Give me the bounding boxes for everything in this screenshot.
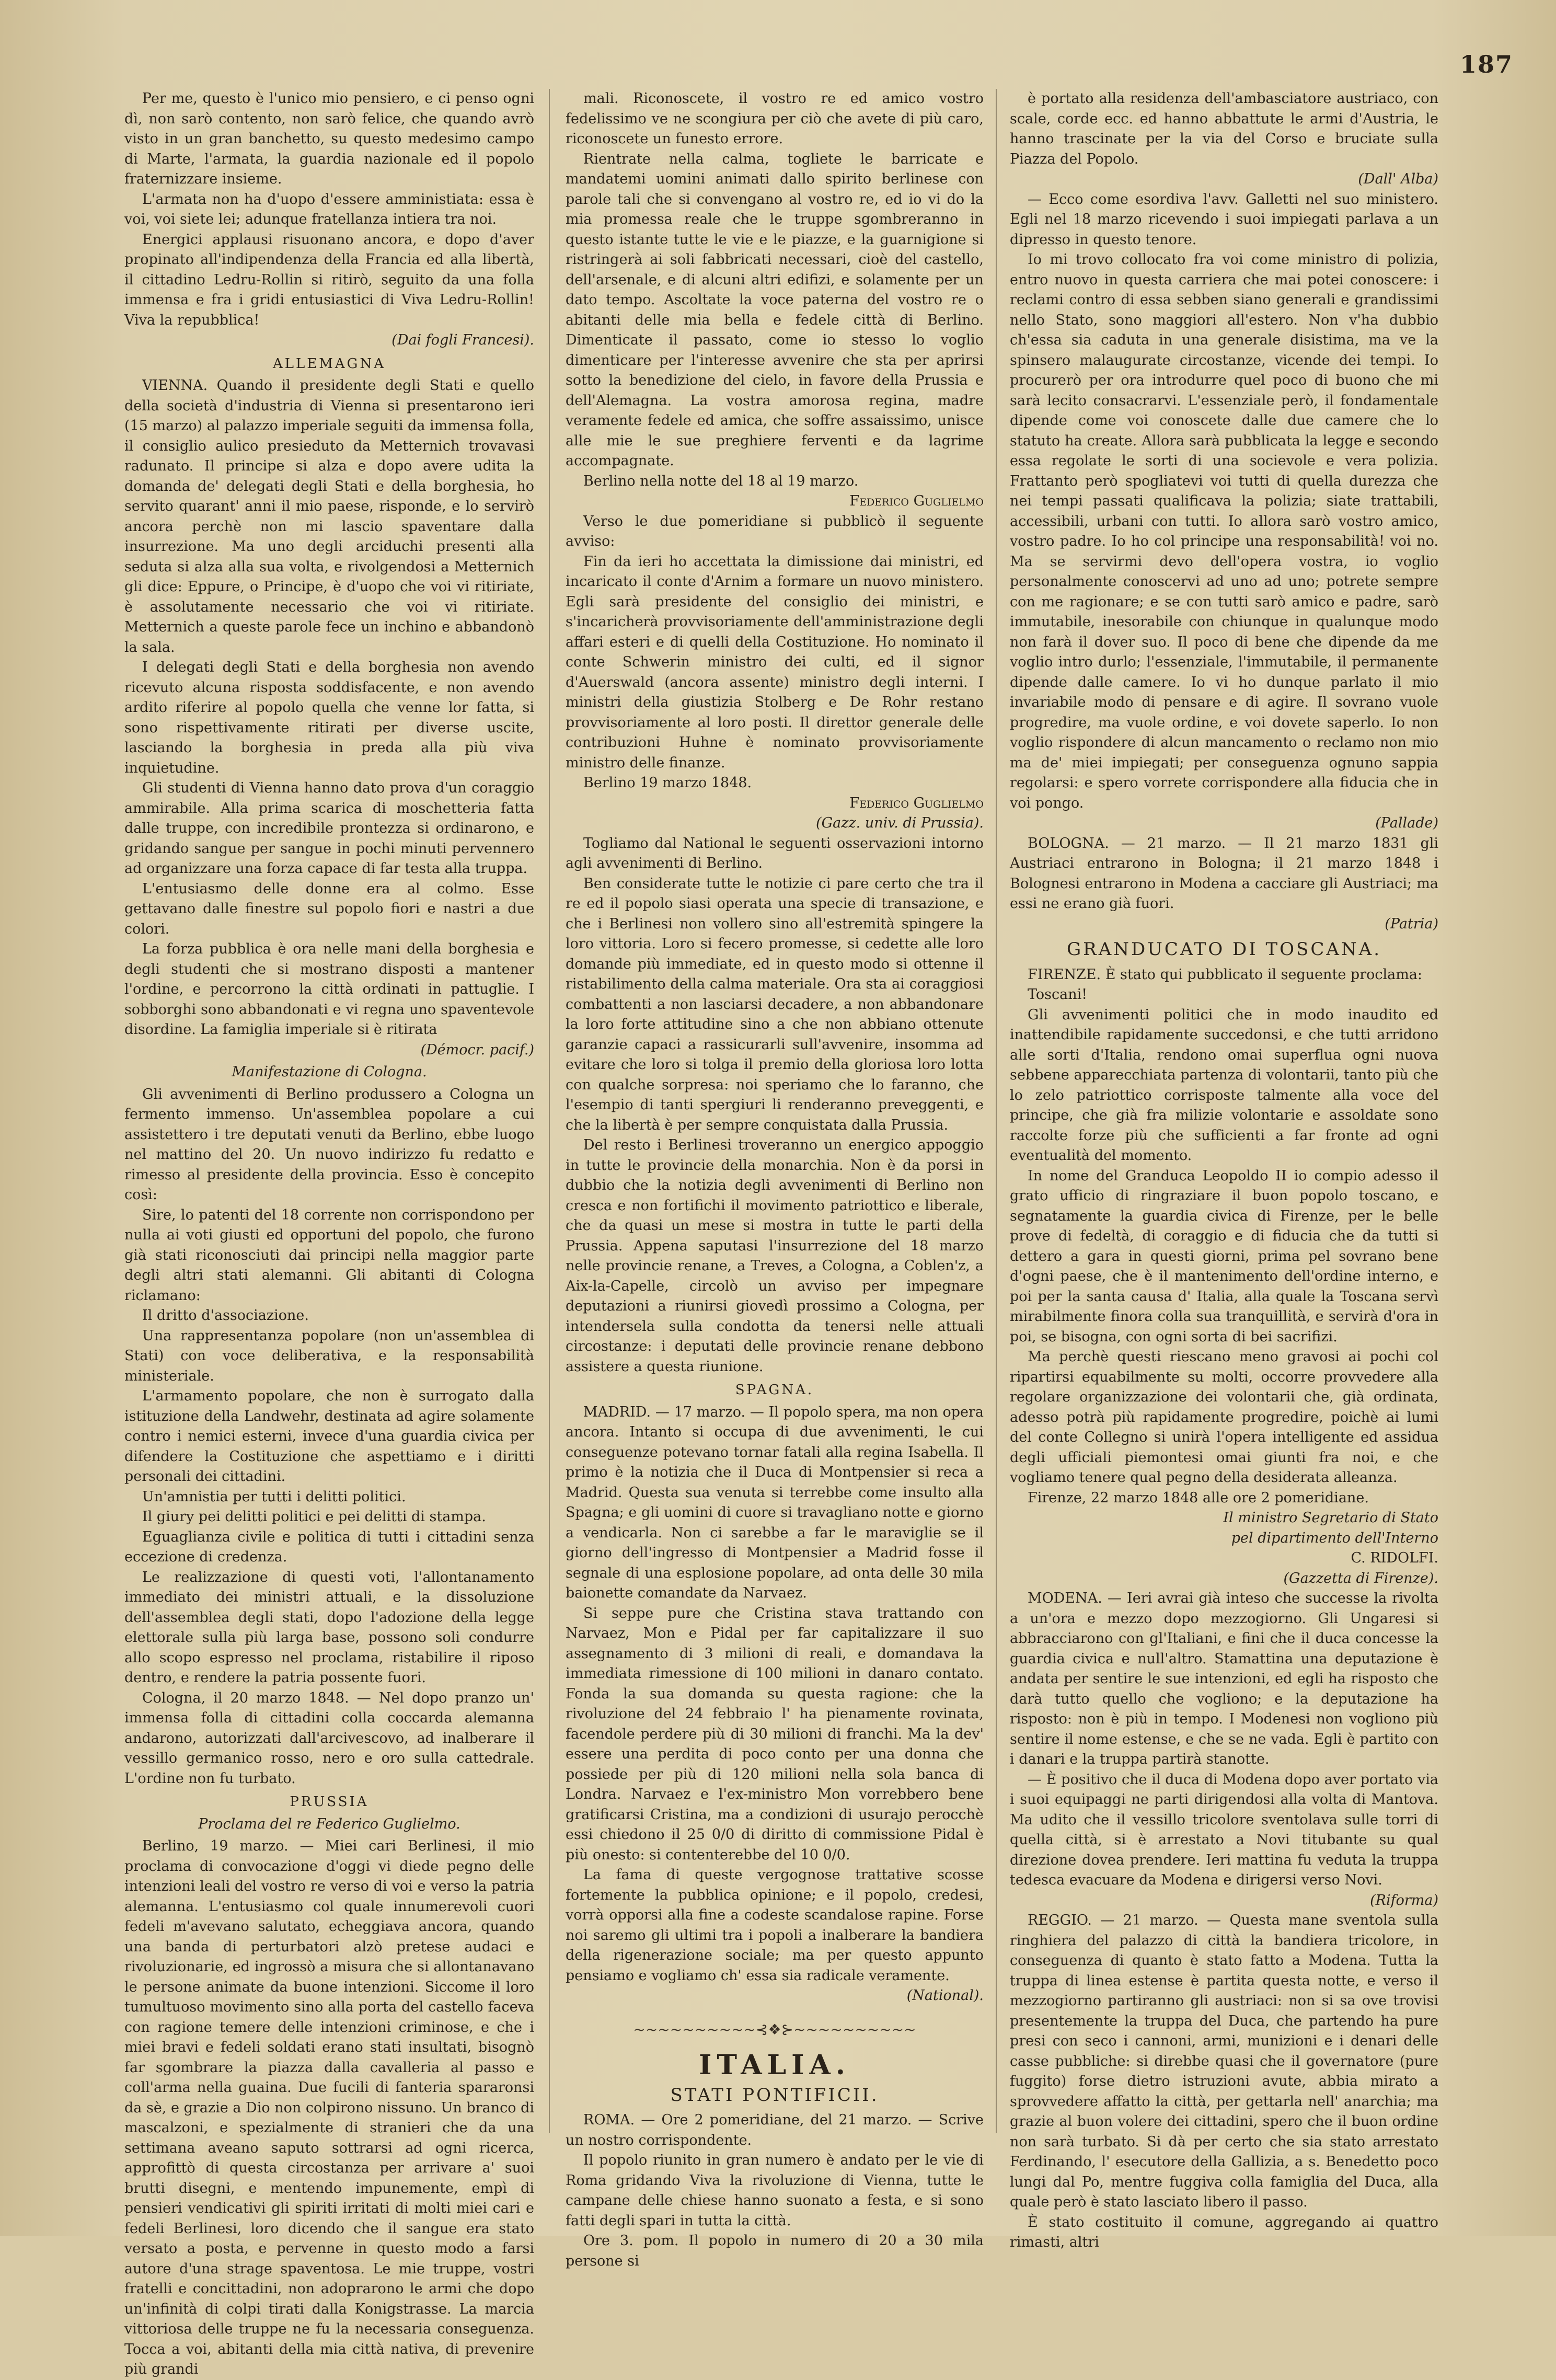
paragraph: Le realizzazione di questi voti, l'allontanamento immediato dei ministri attuali, e la dissoluzione dell'assemblea degli stati, dopo l'adozione della legge elettorale sulla più larga base, possono soli condurre allo scopo espresso nel proclama, ristabilire il riposo dentro, e rendere la patria possente fuori. bbox=[124, 1569, 534, 1686]
paragraph: Una rappresentanza popolare (non un'assemblea di Stati) con voce deliberativa, e la responsabilità ministeriale. bbox=[124, 1327, 534, 1384]
paragraph: è portato alla residenza dell'ambasciatore austriaco, con scale, corde ecc. ed hanno abbattute le armi d'Austria, le hanno trascinate per la via del Corso e bruciate sulla Piazza del Popolo. bbox=[1010, 90, 1438, 167]
paragraph: Per me, questo è l'unico mio pensiero, e ci penso ogni dì, non sarò contento, non sarò felice, che quando avrò visto in un gran banchetto, su questo medesimo campo di Marte, l'armata, la guardia nazionale ed il popolo fraternizzare insieme. bbox=[124, 90, 534, 187]
paragraph: Si seppe pure che Cristina stava trattando con Narvaez, Mon e Pidal per far capitalizzare il suo assegnamento di 3 milioni di reali, e domandava la immediata rimessione di 100 milioni in danaro contato. Fonda la sua domanda su questa ragione: che la rivoluzione del 24 febbraio l' ha pienamente rovinata, facendole perdere più di 30 milioni di franchi. Ma la dev' essere una perdita di poco conto per una donna che possiede per più di 120 milioni nella sola banca di Londra. Narvaez e l'ex-ministro Mon vorrebbero bene gratificarsi Cristina, ma a condizioni di usurajo perocchè essi chiedono il 25 0/0 di diritto di commissione Pidal è più onesto: si contenterebbe del 10 0/0. bbox=[566, 1605, 984, 1863]
paragraph: I delegati degli Stati e della borghesia non avendo ricevuto alcuna risposta soddisfacente, e non avendo ardito riferire al popolo quella che venne lor fatta, si sono rispettivamente ritirati per diverse uscite, lasciando la borghesia in preda alla più viva inquietudine. bbox=[124, 659, 534, 776]
paragraph: FIRENZE. È stato qui pubblicato il seguente proclama: bbox=[1028, 966, 1423, 983]
section-heading-spagna: SPAGNA. bbox=[735, 1382, 814, 1398]
paragraph: L'entusiasmo delle donne era al colmo. Esse gettavano dalle finestre sul popolo fiori e nastri a due colori. bbox=[124, 880, 534, 937]
paragraph: Verso le due pomeridiane si pubblicò il seguente avviso: bbox=[566, 513, 984, 549]
paragraph: Un'amnistia per tutti i delitti politici. bbox=[142, 1488, 406, 1505]
paragraph: La forza pubblica è ora nelle mani della borghesia e degli studenti che si mostrano disposti a mantener l'ordine, e percorrono la città ordinati in pattuglie. I sobborghi sono abbandonati e vi regna uno spaventevole disordine. La famiglia imperiale si è ritirata bbox=[124, 941, 534, 1038]
source-citation: (Dai fogli Francesi). bbox=[391, 332, 534, 348]
paragraph: — È positivo che il duca di Modena dopo aver portato via i suoi equipaggi ne parti dirigendosi alla volta di Mantova. Ma udito che il vessillo tricolore sventolava sulle torri di quella città, si è arrestato a Novi titubante su qual direzione dovea prendere. Ieri mattina fu veduta la truppa tedesca evacuare da Modena e dirigersi verso Novi. bbox=[1010, 1771, 1438, 1888]
source-citation: (Démocr. pacif.) bbox=[420, 1041, 534, 1058]
subheading-colonia: Manifestazione di Cologna. bbox=[232, 1064, 427, 1080]
paragraph: Sire, lo patenti del 18 corrente non corrispondono per nulla ai voti giusti ed opportuni del popolo, che furono già stati riconosciuti dai principi nella maggior parte degli altri stati alemanni. Gli abitanti di Cologna riclamano: bbox=[124, 1206, 534, 1304]
paragraph: MADRID. — 17 marzo. — Il popolo spera, ma non opera ancora. Intanto si occupa di due avvenimenti, le cui conseguenze potevano tornar fatali alla regina Isabella. Il primo è la notizia che il Duca di Montpensier si reca a Madrid. Questa sua venuta si terrebbe come insulto alla Spagna; e gli uomini di cuore si travagliano notte e giorno a vendicarla. Non ci sarebbe a far le maraviglie se il giorno dell'ingresso di Montpensier a Madrid fosse il segnale di una esplosione popolare, ad onta delle 30 mila baionette comandate da Narvaez. bbox=[566, 1404, 984, 1601]
subheading-proclama: Proclama del re Federico Guglielmo. bbox=[198, 1815, 460, 1832]
paragraph: Togliamo dal National le seguenti osservazioni intorno agli avvenimenti di Berlino. bbox=[566, 835, 984, 871]
paragraph: Del resto i Berlinesi troveranno un energico appoggio in tutte le provincie della monarchia. Non è da porsi in dubbio che la notizia degli avvenimenti di Berlino non cresca e non fortifichi il movimento patriottico e liberale, che da quasi un mese si mostra in tutte le parti della Prussia. Appena saputasi l'insurrezione del 18 marzo nelle provincie renane, a Treves, a Cologna, a Coblen'z, a Aix-la-Capelle, circolò un avviso per impegnare deputazioni a riunirsi giovedì prossimo a Cologna, per intendersela sulla condotta da tenersi nelle attuali circostanze: i deputati delle provincie renane debbono assistere a questa riunione. bbox=[566, 1137, 984, 1375]
paragraph: Berlino nella notte del 18 al 19 marzo. bbox=[583, 473, 859, 489]
signature: C. RIDOLFI. bbox=[1351, 1550, 1438, 1566]
paragraph: La fama di queste vergognose trattative scosse fortemente la pubblica opinione; e il popolo, credesi, vorrà opporsi alla fine a codeste scandalose rapine. Forse noi saremo gli ultimi tra i popoli a inalberare la bandiera della rigenerazione sociale; ma per questo appunto pensiamo e vogliamo ch' essa sia radicale veramente. bbox=[566, 1867, 984, 1984]
paragraph: Firenze, 22 marzo 1848 alle ore 2 pomeridiane. bbox=[1028, 1489, 1369, 1506]
paragraph: Berlino 19 marzo 1848. bbox=[583, 775, 752, 791]
signature-line: pel dipartimento dell'Interno bbox=[1231, 1530, 1438, 1546]
paragraph: ROMA. — Ore 2 pomeridiane, del 21 marzo. — Scrive un nostro corrispondente. bbox=[566, 2112, 984, 2148]
paragraph: mali. Riconoscete, il vostro re ed amico vostro fedelissimo ve ne scongiura per ciò che avete di più caro, riconoscete un funesto errore. bbox=[566, 90, 984, 147]
paragraph: Io mi trovo collocato fra voi come ministro di polizia, entro nuovo in questa carriera che mai potei conoscere: i reclami contro di essa sebben siano generali e grandissimi nello Stato, sono maggiori all'estero. Non v'ha dubbio ch'essa sia caduta in una generale disistima, ma ve la spinsero malaugurate circostanze, vicende dei tempi. Io procurerò per ora introdurre quel poco di buono che mi sarà lecito consacrarvi. L'essenziale però, il fondamentale dipende come voi conoscete dalle due camere che lo statuto ha create. Allora sarà pubblicata la legge e secondo essa regolate le sorti di una socievole e vera polizia. Frattanto però spogliatevi voi tutti di quella durezza che nei tempi passati qualificava la polizia; siate trattabili, accessibili, urbani con tutti. Io allora sarò vostro amico, vostro padre. Io ho col principe una responsabilità! voi no. Ma se servirmi devo dell'opera vostra, io voglio personalmente conoscervi ad uno ad uno; potrete sempre con me ragionare; e se con tutti sarò amico e padre, sarò immutabile, inesorabile con chiunque in qualunque modo non farà il dover suo. Il poco di bene che dipende da me voglio intro durlo; l'essenziale, l'immutabile, il permanente dipende dalle camere. Io vi ho dunque parlato il mio invariabile modo di pensare e di agire. Il sovrano vuole progredire, ma vuole ordine, e voi dovete saperlo. Io non voglio rispondere di alcun mancamento o reclamo non mio ma de' miei impiegati; per conseguenza ognuno sappia regolarsi: e spero vorrete corrispondere alla fiducia che in voi pongo. bbox=[1010, 251, 1438, 811]
paragraph: In nome del Granduca Leopoldo II io compio adesso il grato ufficio di ringraziare il buon popolo toscano, e segnatamente la guardia civica di Firenze, per le belle prove di fedeltà, di coraggio e di fiducia che da tutti si dettero a gara in questi giorni, prima pel sovrano bene d'ogni paese, che è il mantenimento dell'ordine interno, e poi per la santa causa d' Italia, alla quale la Toscana servì mirabilmente finora colla sua tranquillità, e servirà d'ora in poi, se bisogna, con ogni sorta di bei sacrifizi. bbox=[1010, 1167, 1438, 1345]
paragraph: Eguaglianza civile e politica di tutti i cittadini senza eccezione di credenza. bbox=[124, 1528, 534, 1565]
paragraph: L'armata non ha d'uopo d'essere amministiata: essa è voi, voi siete lei; adunque fratellanza intiera tra noi. bbox=[124, 191, 534, 227]
paragraph: Gli avvenimenti di Berlino produssero a Cologna un fermento immenso. Un'assemblea popolare a cui assistettero i tre deputati venuti da Berlino, ebbe luogo nel mattino del 20. Un nuovo indirizzo fu redatto e rimesso al presidente della provincia. Esso è concepito così: bbox=[124, 1086, 534, 1203]
paragraph: Gli avvenimenti politici che in modo inaudito ed inattendibile rapidamente succedonsi, e che tutti arridono alle sorti d'Italia, rendono omai superflua ogni nuova sebbene apparecchiata partenza di volontarii, tanto più che lo zelo patriottico corrisposte talmente alla voce del principe, che già fra milizie volontarie e assoldate sono raccolte forze più che sufficienti a far fronte ad ogni eventualità del momento. bbox=[1010, 1006, 1438, 1164]
paragraph: L'armamento popolare, che non è surrogato dalla istituzione della Landwehr, destinata ad agire solamente contro i nemici esterni, invece d'una guardia civica per difendere la Costituzione che aspettiamo e i diritti personali dei cittadini. bbox=[124, 1388, 534, 1485]
paragraph: — Ecco come esordiva l'avv. Galletti nel suo ministero. Egli nel 18 marzo ricevendo i suoi impiegati parlava a un dipresso in questo tenore. bbox=[1010, 191, 1438, 248]
source-citation: (Riforma) bbox=[1370, 1892, 1438, 1908]
source-citation: (Pallade) bbox=[1375, 815, 1438, 831]
paragraph: Il giury pei delitti politici e pei delitti di stampa. bbox=[142, 1509, 486, 1525]
paragraph: Il popolo riunito in gran numero è andato per le vie di Roma gridando Viva la rivoluzione di Vienna, tutte le campane delle chiese hanno suonato a festa, e si sono fatti degli spari in tutta la città. bbox=[566, 2152, 984, 2229]
paragraph: MODENA. — Ieri avrai già inteso che successe la rivolta a un'ora e mezzo dopo mezzogiorno. Gli Ungaresi si abbracciarono con gl'Italiani, e fini che il duca concesse la guardia civica e null'altro. Stamattina una deputazione è andata per sentire le sue intenzioni, ed egli ha risposto che darà tutto quello che vogliono; e la deputazione ha risposto: non è più in tempo. I Modenesi non vogliono più sentire il nome estense, e che se ne vada. Egli è partito con i danari e la truppa partirà stanotte. bbox=[1010, 1590, 1438, 1767]
column-middle bbox=[566, 89, 984, 2269]
column-rule-right bbox=[996, 89, 997, 2133]
paragraph: BOLOGNA. — 21 marzo. — Il 21 marzo 1831 gli Austriaci entrarono in Bologna; il 21 marzo 1848 i Bolognesi entrarono in Modena a cacciare gli Austriaci; ma essi ne erano già fuori. bbox=[1010, 835, 1438, 912]
paragraph: Cologna, il 20 marzo 1848. — Nel dopo pranzo un' immensa folla di cittadini colla coccarda alemanna andarono, autorizzati dall'arcivescovo, ad inalberare il vessillo germanico rosso, nero e oro sulla cattedrale. L'ordine non fu turbato. bbox=[124, 1689, 534, 1787]
source-citation: (National). bbox=[906, 1987, 984, 2004]
subheading-stati-pontificii: STATI PONTIFICII. bbox=[670, 2084, 879, 2106]
paragraph: Toscani! bbox=[1028, 986, 1088, 1003]
source-citation: (Dall' Alba) bbox=[1358, 171, 1438, 187]
source-citation: (Patria) bbox=[1385, 915, 1438, 932]
column-left bbox=[124, 89, 534, 2377]
page-number: 187 bbox=[1459, 50, 1513, 78]
paragraph: Rientrate nella calma, togliete le barricate e mandatemi uomini animati dallo spirito berlinese con parole tali che si convengano al vostro re, ed io vi do la mia promessa reale che le truppe sgombreranno in questo istante tutte le vie e le piazze, e la guarnigione si ristringerà ai soli fabbricati necessari, cioè del castello, dell'arsenale, e di alcuni altri edifizi, e solamente per un dato tempo. Ascoltate la voce paterna del vostro re o abitanti delle mia bella e fedele città di Berlino. Dimenticate il passato, come io stesso lo voglio dimenticare per l'interesse avvenire che sta per aprirsi sotto la benedizione del cielo, in favore della Prussia e dell'Alemagna. La vostra amorosa regina, madre veramente fedele ed amica, che soffre assaissimo, unisce alle mie le sue preghiere ferventi e da lagrime accompagnate. bbox=[566, 151, 984, 469]
paragraph: È stato costituito il comune, aggregando ai quattro rimasti, altri bbox=[1010, 2214, 1438, 2250]
paragraph: Energici applausi risuonano ancora, e dopo d'aver propinato all'indipendenza della Francia ed alla libertà, il cittadino Ledru-Rollin si ritirò, seguito da una folla immensa e fra i gridi entusiastici di Viva Ledru-Rollin! Viva la repubblica! bbox=[124, 231, 534, 328]
signature: Federico Guglielmo bbox=[849, 795, 984, 811]
source-citation: (Gazzetta di Firenze). bbox=[1283, 1570, 1438, 1586]
source-citation: (Gazz. univ. di Prussia). bbox=[816, 815, 984, 831]
paragraph: Ore 3. pom. Il popolo in numero di 20 a 30 mila persone si bbox=[566, 2233, 984, 2269]
section-heading-toscana: GRANDUCATO DI TOSCANA. bbox=[1066, 939, 1382, 960]
section-heading-allemagna: ALLEMAGNA bbox=[273, 355, 386, 372]
section-heading-italia: ITALIA. bbox=[699, 2049, 850, 2081]
paragraph: Ma perchè questi riescano meno gravosi ai pochi col ripartirsi equabilmente su molti, occorre provvedere alla regolare organizzazione dei volontarii che, già ordinata, adesso potrà più rapidamente progredire, poichè ai lumi del conte Collegno si unirà l'opera intelligente ed assidua degli ufficiali piemontesi omai giunti fra noi, e che vogliamo tenere qual pegno della desiderata alleanza. bbox=[1010, 1349, 1438, 1486]
paragraph: REGGIO. — 21 marzo. — Questa mane sventola sulla ringhiera del palazzo di città la bandiera tricolore, in conseguenza di quanto è stato fatto a Modena. Tutta la truppa di linea estense è partita questa notte, e verso il mezzogiorno partiranno gli austriaci: non si sa ove trovisi presentemente la truppa del Duca, che partendo ha pure presi con seco i cannoni, armi, munizioni e i denari delle casse pubbliche: si direbbe quasi che il governatore (pure fuggito) forse dietro istruzioni avute, abbia mirato a sprovvedere affatto la città, per gettarla nell' anarchia; ma grazie al buon volere dei cittadini, spero che il buon ordine non sarà turbato. Si dà per certo che sia stato arrestato Ferdinando, l' esecutore della Gallizia, a s. Benedetto poco lungi dal Po, mentre fuggiva colla famiglia del Duca, alla quale però è stato lasciato libero il passo. bbox=[1010, 1912, 1438, 2210]
column-rule-left bbox=[549, 89, 550, 2133]
column-right bbox=[1010, 89, 1438, 2250]
signature-line: Il ministro Segretario di Stato bbox=[1223, 1510, 1438, 1526]
paragraph: Il dritto d'associazione. bbox=[142, 1307, 309, 1324]
section-heading-prussia: PRUSSIA bbox=[290, 1794, 369, 1810]
ornament-divider: ~~~~~~~~~~⊰❖⊱~~~~~~~~~~ bbox=[633, 2020, 916, 2038]
paragraph: Ben considerate tutte le notizie ci pare certo che tra il re ed il popolo siasi operata una specie di transazione, e che i Berlinesi non vollero sino all'estremità spingere la loro vittoria. Loro si fecero promesse, si cedette alle loro domande più immediate, ed in questo modo si ottenne il ristabilimento della calma materiale. Ora sta ai coraggiosi combattenti a non lasciarsi decadere, a non abbandonare la loro forte attitudine sino a che non abbiano ottenute garanzie capaci a rassicurarli sull'avvenire, insomma ad evitare che loro si tolga il premio della gloriosa loro lotta con qualche sorpresa: noi speriamo che lo faranno, che l'esempio di tanti spergiuri li renderanno preveggenti, e che la libertà è per sempre conquistata dalla Prussia. bbox=[566, 875, 984, 1133]
paragraph: Gli studenti di Vienna hanno dato prova d'un coraggio ammirabile. Alla prima scarica di moschetteria fatta dalle truppe, con incredibile prontezza si ordinarono, e gridando sangue per sangue in pochi minuti pervennero ad organizzare una forza capace di far testa alla truppa. bbox=[124, 780, 534, 877]
signature: Federico Guglielmo bbox=[849, 493, 984, 509]
paragraph: Fin da ieri ho accettata la dimissione dai ministri, ed incaricato il conte d'Arnim a formare un nuovo ministero. Egli sarà presidente del consiglio dei ministri, e s'incaricherà provvisoriamente dell'amministrazione degli affari esteri e di quelli della Costituzione. Ho nominato il conte Schwerin ministro dei culti, ed il signor d'Auerswald (ancora assente) ministro degli interni. I ministri della giustizia Stolberg e De Rohr restano provvisoriamente al loro posti. Il direttor generale delle contribuzioni Huhne è nominato provvisoriamente ministro delle finanze. bbox=[566, 553, 984, 771]
paragraph: Berlino, 19 marzo. — Miei cari Berlinesi, il mio proclama di convocazione d'oggi vi diede pegno delle intenzioni leali del vostro re verso di voi e verso la patria alemanna. L'entusiasmo col quale innumerevoli cuori fedeli m'avevano salutato, echeggiava ancora, quando una banda di perturbatori alzò pretese audaci e rivoluzionarie, ed ingrossò a misura che si allontanavano le persone animate da buone intenzioni. Siccome il loro tumultuoso movimento sino alla porta del castello faceva con ragione temere delle intenzioni criminose, e che i miei bravi e fedeli soldati erano stati insultati, bisognò far sgombrare la piazza dalla cavalleria al passo e coll'arma nella guaina. Due fucili di fanteria spararonsi da sè, e grazie a Dio non colpirono nissuno. Un branco di mascalzoni, e spezialmente di stranieri che da una settimana aveano saputo sottrarsi ad ogni ricerca, approfittò di questa circostanza per arrivare a' suoi brutti disegni, e mentendo impunemente, empì di pensieri vendicativi gli spiriti irritati di molti miei cari e fedeli Berlinesi, loro dicendo che il sangue era stato versato a posta, e pervenne in questo modo a farsi autore d'una strage spaventosa. Le mie truppe, vostri fratelli e concittadini, non adoprarono le armi che dopo un'infinità di colpi tirati dalla Konigstrasse. La marcia vittoriosa delle truppe ne fu la necessaria conseguenza. Tocca a voi, abitanti della mia città nativa, di prevenire più grandi bbox=[124, 1838, 534, 2377]
paragraph: VIENNA. Quando il presidente degli Stati e quello della società d'industria di Vienna si presentarono ieri (15 marzo) al palazzo imperiale seguiti da immensa folla, il consiglio aulico presieduto da Metternich trovavasi radunato. Il principe si alza e dopo avere udita la domanda de' delegati degli Stati e della borghesia, ho servito quarant' anni il mio paese, risponde, e lo servirò ancora perchè non mi lascio spaventare dalla insurrezione. Ma uno degli arciduchi presenti alla seduta si alza alla sua volta, e rivolgendosi a Metternich gli dice: Eppure, o Principe, è d'uopo che voi vi ritiriate, è assolutamente necessario che voi vi ritiriate. Metternich a queste parole fece un inchino e abbandonò la sala. bbox=[124, 377, 534, 656]
